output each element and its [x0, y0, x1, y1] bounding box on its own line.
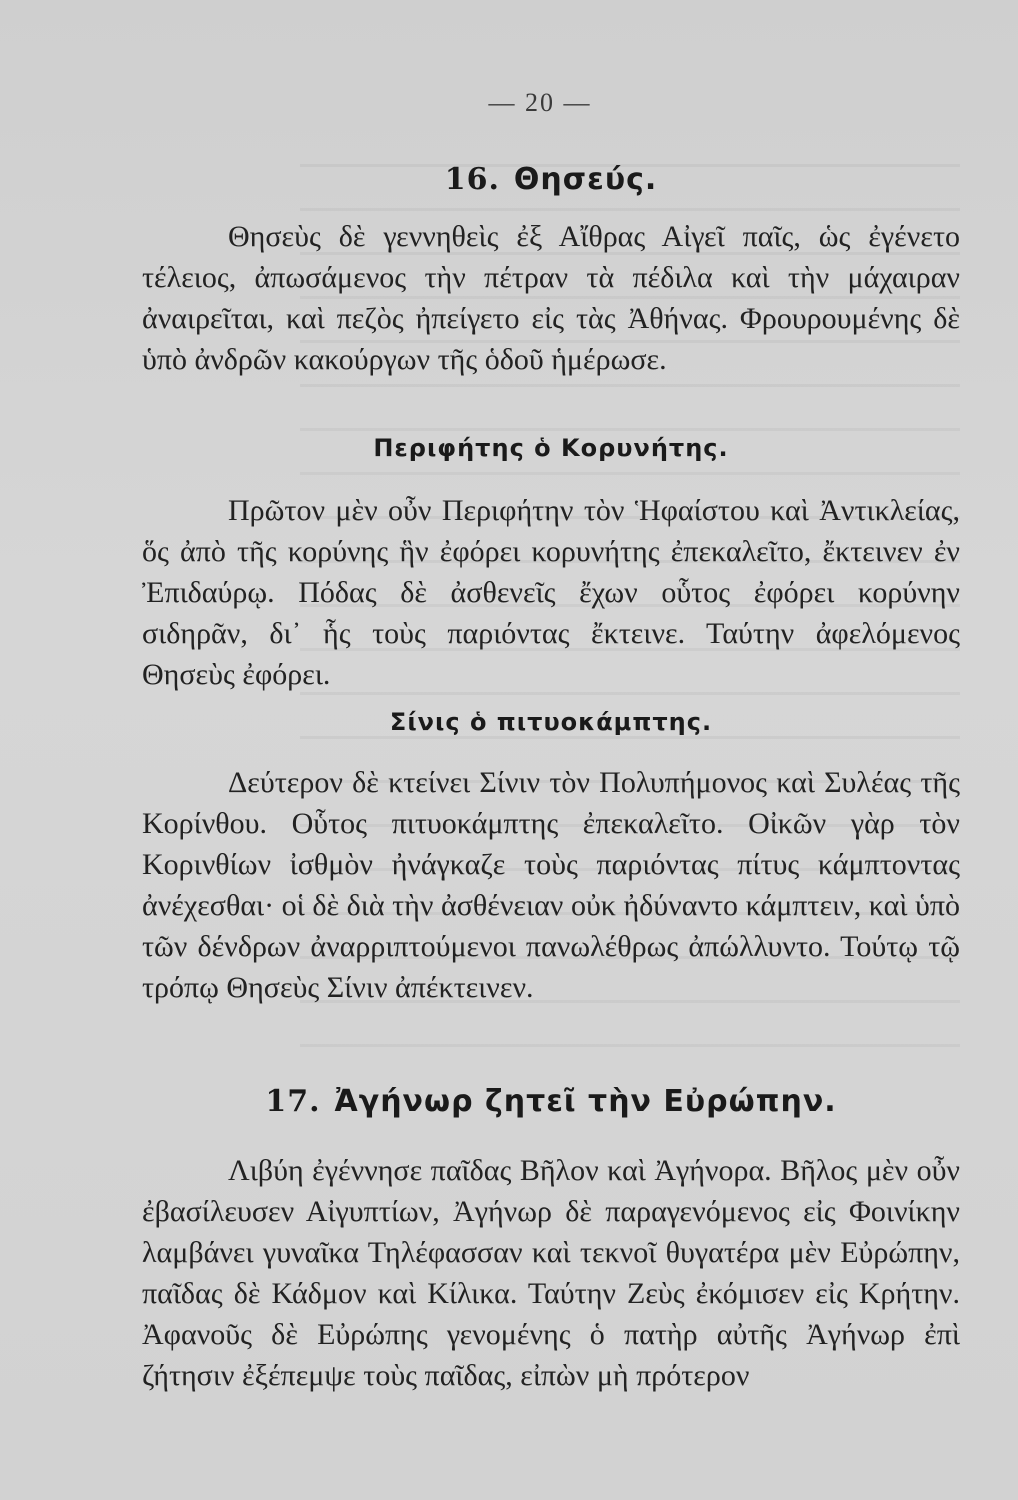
section-number: 16.: [444, 162, 500, 197]
paragraph-sinis: Δεύτερον δὲ κτείνει Σίνιν τὸν Πολυπήμονος καὶ Συλέας τῆς Κορίνθου. Οὗτος πιτυοκάμπτης ἐπεκαλεῖτο. Οἰκῶν γὰρ τὸν Κορινθίων ἰσθμὸν ἠνάγκαζε τοὺς παριόντας πίτυς κάμπτοντας ἀνέχεσθαι· οἱ δὲ διὰ τὴν ἀσθένειαν οὐκ ἠδύναντο κάμπτειν, καὶ ὑπὸ τῶν δένδρων ἀναρριπτούμενοι πανωλέθρως ἀπώλλυντο. Τούτῳ τῷ τρόπῳ Θησεὺς Σίνιν ἀπέκτεινεν.: [142, 766, 960, 1004]
section-title: Θησεύς.: [513, 162, 658, 197]
paragraph-theseus: Θησεὺς δὲ γεννηθεὶς ἐξ Αἴθρας Αἰγεῖ παῖς, ὡς ἐγένετο τέλειος, ἀπωσάμενος τὴν πέτραν τὰ πέδιλα καὶ τὴν μάχαιραν ἀναιρεῖται, καὶ πεζὸς ἠπείγετο εἰς τὰς Ἀθήνας. Φρουρουμένης δὲ ὑπὸ ἀνδρῶν κακούργων τῆς ὁδοῦ ἡμέρωσε.: [142, 220, 960, 376]
section-title: Ἀγήνωρ ζητεῖ τὴν Εὐρώπην.: [334, 1084, 837, 1119]
paragraph-periphetes: Πρῶτον μὲν οὖν Περιφήτην τὸν Ἡφαίστου καὶ Ἀντικλείας, ὅς ἀπὸ τῆς κορύνης ἣν ἐφόρει κορυνήτης ἐπεκαλεῖτο, ἔκτεινεν ἐν Ἐπιδαύρῳ. Πόδας δὲ ἀσθενεῖς ἔχων οὗτος ἐφόρει κορύνην σιδηρᾶν, δι᾽ ἧς τοὺς παριόντας ἔκτεινε. Ταύτην ἀφελόμενος Θησεὺς ἐφόρει.: [142, 494, 960, 691]
section-heading-agenor: [142, 1084, 960, 1119]
section-number: 17.: [265, 1084, 321, 1119]
page-number: — 20 —: [488, 88, 592, 117]
subheading-sinis: Σίνις ὁ πιτυοκάμπτης.: [389, 708, 713, 736]
paragraph-agenor: Λιβύη ἐγέννησε παῖδας Βῆλον καὶ Ἀγήνορα. Βῆλος μὲν οὖν ἐβασίλευσεν Αἰγυπτίων, Ἀγήνωρ δὲ παραγενόμενος εἰς Φοινίκην λαμβάνει γυναῖκα Τηλέφασσαν καὶ τεκνοῖ θυγατέρα μὲν Εὐρώπην, παῖδας δὲ Κάδμον καὶ Κίλικα. Ταύτην Ζεὺς ἐκόμισεν εἰς Κρήτην. Ἀφανοῦς δὲ Εὐρώπης γενομένης ὁ πατὴρ αὐτῆς Ἀγήνωρ ἐπὶ ζήτησιν ἐξέπεμψε τοὺς παῖδας, εἰπὼν μὴ πρότερον: [142, 1154, 960, 1392]
section-heading-theseus: [142, 162, 960, 197]
subheading-periphetes: Περιφήτης ὁ Κορυνήτης.: [373, 434, 729, 462]
